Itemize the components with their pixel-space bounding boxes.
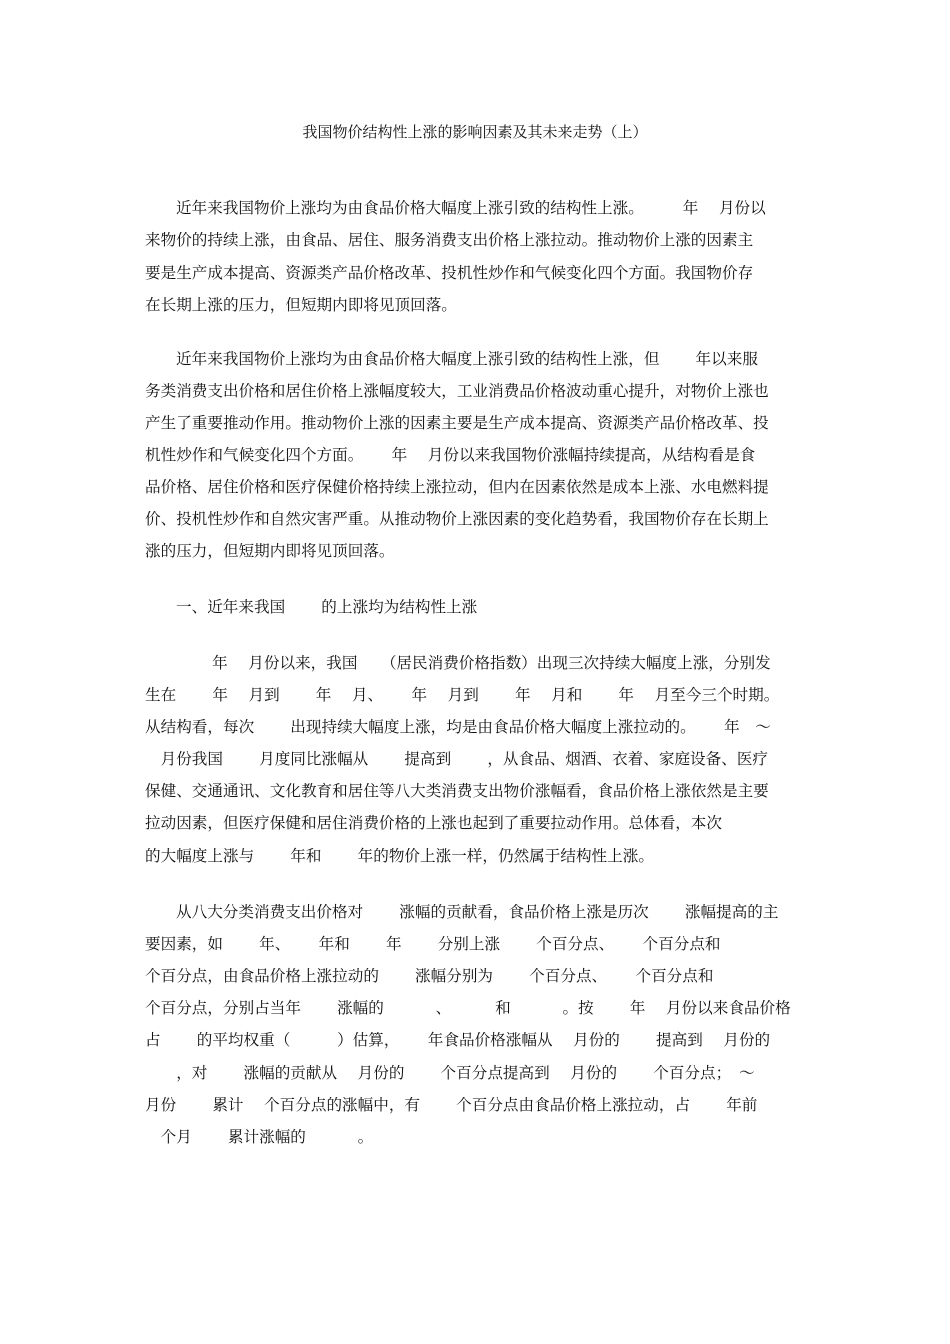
paragraph-line: 月份我国 月度同比涨幅从 提高到 ，从食品、烟酒、衣着、家庭设备、医疗: [145, 750, 769, 768]
paragraph-line: 个月 累计涨幅的 。: [145, 1128, 374, 1146]
paragraph-line: 月份 累计 个百分点的涨幅中，有 个百分点由食品价格上涨拉动，占 年前: [145, 1096, 758, 1114]
paragraph-line: 从结构看，每次 出现持续大幅度上涨，均是由食品价格大幅度上涨拉动的。 年 ～: [145, 718, 771, 736]
paragraph-line: 务类消费支出价格和居住价格上涨幅度较大，工业消费品价格波动重心提升，对物价上涨也: [145, 382, 769, 400]
paragraph-line: 近年来我国物价上涨均为由食品价格大幅度上涨引致的结构性上涨，但 年以来服: [176, 350, 758, 368]
paragraph-line: 的大幅度上涨与 年和 年的物价上涨一样，仍然属于结构性上涨。: [145, 847, 654, 865]
paragraph-line: 个百分点，由食品价格上涨拉动的 涨幅分别为 个百分点、 个百分点和: [145, 967, 714, 985]
paragraph-line: 年 月份以来，我国 （居民消费价格指数）出现三次持续大幅度上涨，分别发: [176, 654, 771, 672]
paragraph-line: 近年来我国物价上涨均为由食品价格大幅度上涨引致的结构性上涨。 年 月份以: [176, 199, 766, 217]
paragraph-line: 生在 年 月到 年 月、 年 月到 年 月和 年 月至今三个时期。: [145, 686, 780, 704]
paragraph-line: ，对 涨幅的贡献从 月份的 个百分点提高到 月份的 个百分点； ～: [145, 1064, 755, 1082]
paragraph-line: 来物价的持续上涨，由食品、居住、服务消费支出价格上涨拉动。推动物价上涨的因素主: [145, 231, 754, 249]
section-heading-text: 一、近年来我国 的上涨均为结构性上涨: [176, 598, 478, 616]
paragraph-line: 品价格、居住价格和医疗保健价格持续上涨拉动，但内在因素依然是成本上涨、水电燃料提: [145, 478, 769, 496]
paragraph-line: 要因素，如 年、 年和 年 分别上涨 个百分点、 个百分点和: [145, 935, 721, 953]
paragraph-line: 在长期上涨的压力，但短期内即将见顶回落。: [145, 296, 457, 314]
document-title: 我国物价结构性上涨的影响因素及其未来走势（上）: [302, 123, 648, 141]
paragraph-line: 从八大分类消费支出价格对 涨幅的贡献看，食品价格上涨是历次 涨幅提高的主: [176, 903, 779, 921]
paragraph-line: 保健、交通通讯、文化教育和居住等八大类消费支出物价涨幅看，食品价格上涨依然是主要: [145, 782, 769, 800]
paragraph-line: 产生了重要推动作用。推动物价上涨的因素主要是生产成本提高、资源类产品价格改革、投: [145, 414, 769, 432]
paragraph-line: 机性炒作和气候变化四个方面。 年 月份以来我国物价涨幅持续提高，从结构看是食: [145, 446, 756, 464]
paragraph-line: 价、投机性炒作和自然灾害严重。从推动物价上涨因素的变化趋势看，我国物价存在长期上: [145, 510, 769, 528]
paragraph-line: 占 的平均权重（ ）估算， 年食品价格涨幅从 月份的 提高到 月份的: [145, 1031, 771, 1049]
paragraph-line: 要是生产成本提高、资源类产品价格改革、投机性炒作和气候变化四个方面。我国物价存: [145, 264, 754, 282]
paragraph-line: 个百分点，分别占当年 涨幅的 、 和 。按 年 月份以来食品价格: [145, 999, 791, 1017]
paragraph-line: 拉动因素，但医疗保健和居住消费价格的上涨也起到了重要拉动作用。总体看，本次: [145, 814, 722, 832]
paragraph-line: 涨的压力，但短期内即将见顶回落。: [145, 542, 395, 560]
